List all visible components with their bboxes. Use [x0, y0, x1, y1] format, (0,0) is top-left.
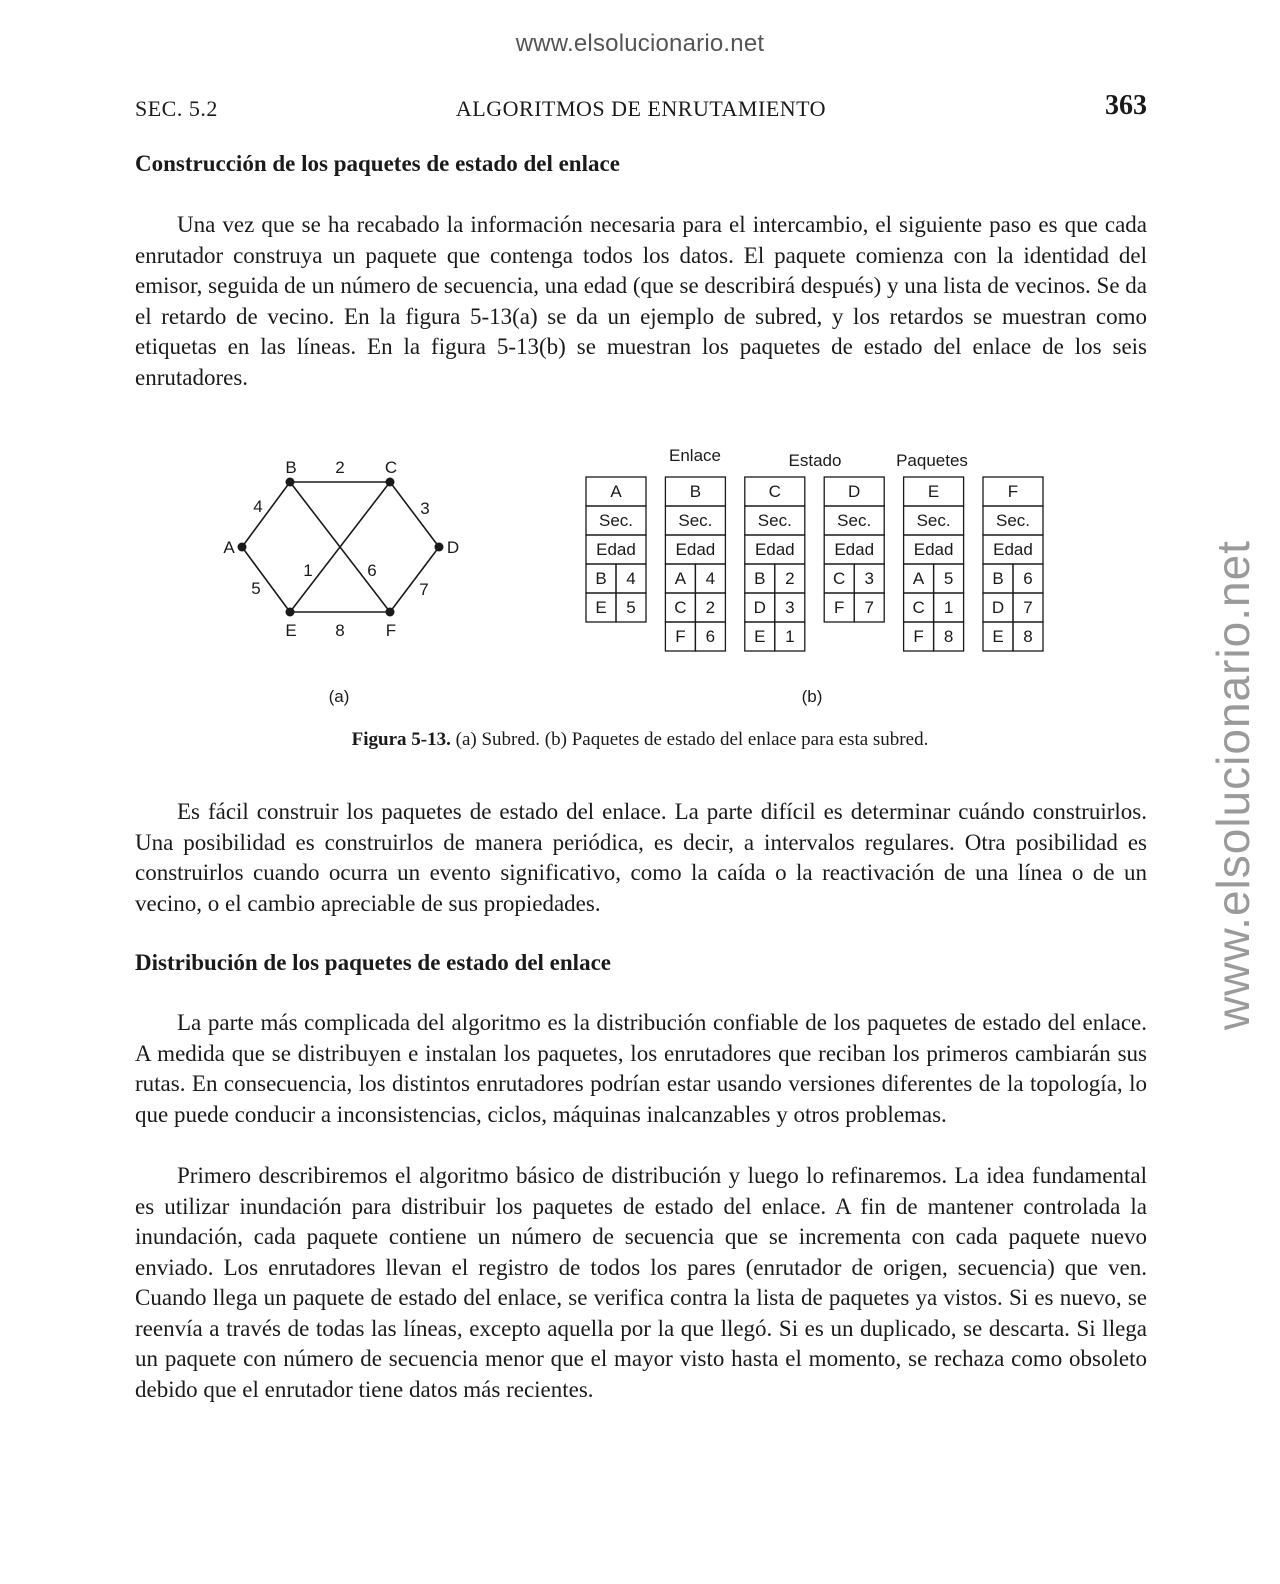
figure-5-13-svg [0, 430, 1280, 720]
link-c-d [390, 482, 439, 547]
subnet-caption-label: (a) [328, 687, 350, 706]
packet-f-delay: 7 [1023, 598, 1033, 617]
packet-c-neighbor: D [753, 598, 766, 617]
packet-d-neighbor: F [834, 598, 845, 617]
packet-b-neighbor: F [675, 627, 686, 646]
packet-c-neighbor: B [754, 569, 766, 588]
packet-e-neighbor: F [913, 627, 924, 646]
delay-a-e: 5 [251, 579, 261, 598]
delay-a-b: 4 [253, 497, 263, 516]
packet-b-router-label: B [689, 482, 702, 501]
packet-d-age-label: Edad [834, 540, 875, 559]
subnet-graph [242, 482, 439, 612]
section-heading-construction: Construcción de los paquetes de estado del enlace [135, 151, 620, 176]
packets-caption-label: (b) [801, 687, 823, 706]
packet-b-neighbor: C [674, 598, 687, 617]
page-number: 363 [1105, 90, 1147, 121]
packet-f [983, 477, 1043, 651]
caption-label: Figura 5-13. [351, 729, 451, 750]
node-a-dot [238, 543, 247, 552]
header-paquetes: Paquetes [896, 451, 968, 470]
packet-a-delay: 5 [626, 598, 636, 617]
packet-c-neighbor: E [754, 627, 766, 646]
packet-e-router-label: E [927, 482, 940, 501]
packet-f-delay: 8 [1023, 627, 1033, 646]
node-c-label: C [384, 458, 398, 477]
node-d-dot [435, 543, 444, 552]
packet-e [904, 477, 964, 651]
packet-b [665, 477, 725, 651]
packet-d-router-label: D [848, 482, 861, 501]
packet-f-router-label: F [1007, 482, 1019, 501]
packet-b-delay: 6 [705, 627, 716, 646]
node-a-label: A [223, 538, 235, 557]
figure-caption [0, 729, 1280, 751]
packet-b-age-label: Edad [675, 540, 716, 559]
packet-d-seq-label: Sec. [837, 511, 872, 530]
packet-c [745, 477, 805, 651]
packet-d [824, 477, 884, 622]
node-e-dot [286, 608, 295, 617]
packet-tables [586, 477, 1043, 651]
packet-c-delay: 1 [785, 627, 795, 646]
node-c-dot [386, 478, 395, 487]
node-e-label: E [285, 621, 297, 640]
packet-e-seq-label: Sec. [916, 511, 951, 530]
packet-f-neighbor: E [992, 627, 1004, 646]
paragraph-distribution-intro: La parte más complicada del algoritmo es la distribución confiable de los paquetes de estado del enlace. A medida que se distribuyen e instalan los paquetes, los enrutadores que reciban los primeros cambiarán sus rutas. En consecuencia, los distintos enrutadores podrían estar usando versiones diferentes de la topología, lo que puede conducir a inconsistencias, ciclos, máquinas inalcanzables y otros problemas. [135, 1010, 1147, 1127]
packet-f-neighbor: D [991, 598, 1005, 617]
packet-b-seq-label: Sec. [678, 511, 713, 530]
node-d-label: D [446, 538, 460, 557]
packet-f-seq-label: Sec. [995, 511, 1031, 530]
packet-f-delay: 6 [1023, 569, 1033, 588]
caption-text: (a) Subred. (b) Paquetes de estado del enlace para esta subred. [455, 729, 929, 750]
watermark-side: www.elsolucionario.net [1207, 540, 1259, 1030]
page-header [135, 92, 1147, 124]
packet-c-delay: 2 [785, 569, 795, 588]
packet-e-neighbor: C [912, 598, 925, 617]
watermark-top: www.elsolucionario.net [515, 30, 765, 57]
link-a-b [242, 482, 290, 547]
packet-e-neighbor: A [912, 569, 925, 588]
packet-e-delay: 1 [943, 598, 954, 617]
subnet-labels [223, 458, 459, 706]
packet-c-delay: 3 [785, 598, 795, 617]
delay-b-c: 2 [335, 458, 345, 477]
packet-a-router-label: A [610, 482, 622, 501]
delay-d-f: 7 [419, 580, 429, 599]
packet-d-neighbor: C [833, 569, 846, 588]
packet-c-router-label: C [768, 482, 781, 501]
section-heading-distribution: Distribución de los paquetes de estado del enlace [135, 950, 611, 975]
paragraph-construction-timing: Es fácil construir los paquetes de estado del enlace. La parte difícil es determinar cuándo construirlos. Una posibilidad es construirlos de manera periódica, es decir, a intervalos regulares. Otra posibilidad es construirlos cuando ocurra un evento significativo, como la caída o la reactivación de una línea o de un vecino, o el cambio apreciable de sus propiedades. [135, 799, 1147, 916]
header-enlace: Enlace [669, 446, 721, 465]
packet-a-seq-label: Sec. [598, 511, 634, 530]
header-estado: Estado [788, 451, 842, 470]
packet-e-age-label: Edad [913, 540, 954, 559]
delay-e-c: 1 [303, 561, 313, 580]
paragraph-construction-intro: Una vez que se ha recabado la información necesaria para el intercambio, el siguiente paso es que cada enrutador construya un paquete que contenga todos los datos. El paquete comienza con la identidad del emisor, seguida de un número de secuencia, una edad (que se describirá después) y una lista de vecinos. Se da el retardo de vecino. En la figura 5-13(a) se da un ejemplo de subred, y los retardos se muestran como etiquetas en las líneas. En la figura 5-13(b) se muestran los paquetes de estado del enlace de los seis enrutadores. [135, 212, 1148, 390]
link-a-e [242, 547, 290, 612]
packet-d-delay: 3 [864, 569, 874, 588]
packet-b-neighbor: A [674, 569, 687, 588]
packet-a-age-label: Edad [596, 540, 636, 559]
packet-b-delay: 2 [705, 598, 716, 617]
packet-a-delay: 4 [626, 569, 636, 588]
paragraph-distribution-flooding: Primero describiremos el algoritmo básico de distribución y luego lo refinaremos. La idea fundamental es utilizar inundación para distribuir los paquetes de estado del enlace. A fin de mantener controlada la inundación, cada paquete contiene un número de secuencia que se incrementa con cada paquete nuevo enviado. Los enrutadores llevan el registro de todos los pares (enrutador de origen, secuencia) que ven. Cuando llega un paquete de estado del enlace, se verifica contra la lista de paquetes ya vistos. Si es nuevo, se reenvía a través de todas las líneas, excepto aquella por la que llegó. Si es un duplicado, se descarta. Si llega un paquete con número de secuencia menor que el mayor visto hasta el momento, se rechaza como obsoleto debido que el enrutador tiene datos más recientes. [135, 1163, 1147, 1402]
node-b-label: B [285, 458, 297, 477]
packet-d-delay: 7 [864, 598, 874, 617]
section-number: SEC. 5.2 [135, 96, 218, 121]
packet-e-delay: 8 [943, 627, 954, 646]
packet-c-age-label: Edad [754, 540, 795, 559]
node-f-label: F [385, 621, 397, 640]
packet-a [586, 477, 646, 622]
delay-e-f: 8 [335, 621, 345, 640]
node-f-dot [386, 608, 395, 617]
running-title: ALGORITMOS DE ENRUTAMIENTO [455, 96, 827, 121]
packet-e-delay: 5 [943, 569, 954, 588]
packet-a-neighbor: B [595, 569, 607, 588]
packet-a-neighbor: E [595, 598, 607, 617]
delay-c-d: 3 [420, 499, 430, 518]
packet-f-age-label: Edad [993, 540, 1033, 559]
packet-b-delay: 4 [705, 569, 716, 588]
link-d-f [390, 547, 439, 612]
figure-5-13 [0, 430, 1280, 720]
delay-b-f: 6 [367, 561, 377, 580]
node-b-dot [286, 478, 295, 487]
packet-c-seq-label: Sec. [757, 511, 792, 530]
packet-f-neighbor: B [992, 569, 1004, 588]
